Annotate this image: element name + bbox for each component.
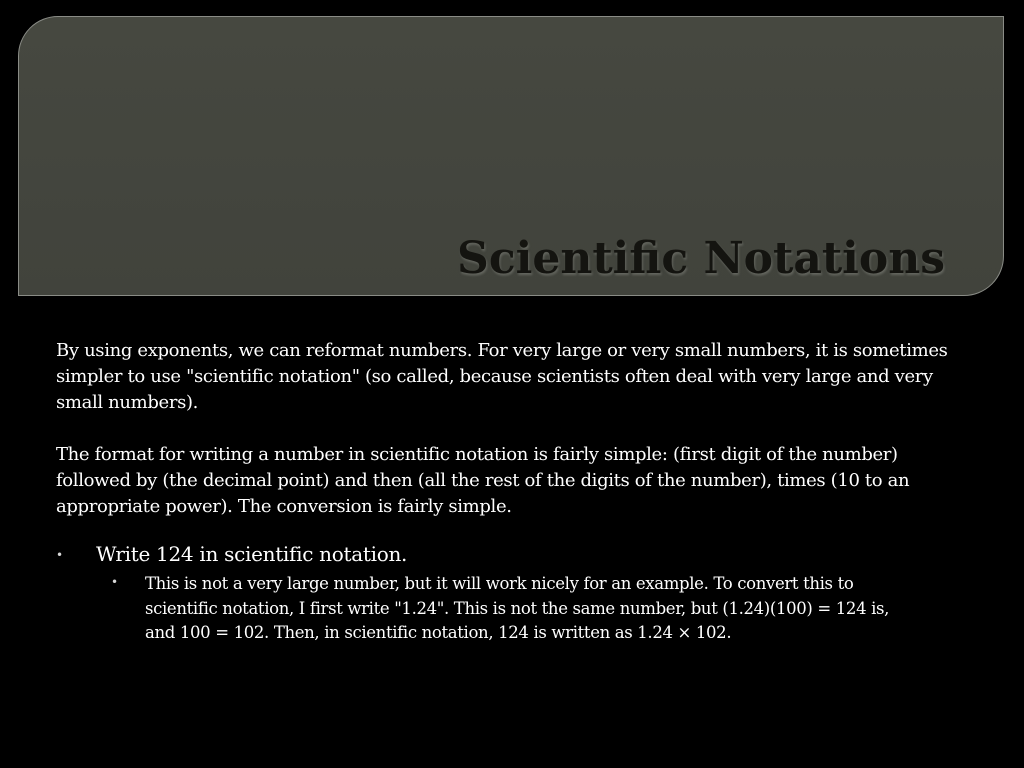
sub-bullet-item [111,572,966,646]
bullet-item [56,538,966,570]
format-paragraph: The format for writing a number in scientific notation is fairly simple: (first digit of the number) followed by (the decimal point) and then (all the rest of the digits of the number), times (10 to an appropriate power). The conversion is fairly simple. [56,444,910,517]
bullet-text: Write 124 in scientific notation. [96,542,408,566]
bullet-marker: • [56,548,63,562]
intro-paragraph: By using exponents, we can reformat numbers. For very large or very small numbers, it is sometimes simpler to use "scientific notation" (so called, because scientists often deal with very large and very small numbers). [56,340,948,413]
slide-body [56,338,966,646]
sub-bullet-text: This is not a very large number, but it will work nicely for an example. To convert this to scientific notation, I first write "1.24". This is not the same number, but (1.24)(100) = 124 is, and 100 = 102. Then, in scientific notation, 124 is written as 1.24 × 102. [145,574,890,642]
slide-title: Scientific Notations [457,233,945,284]
sub-bullet-marker: • [111,575,118,589]
title-panel [18,16,1004,296]
